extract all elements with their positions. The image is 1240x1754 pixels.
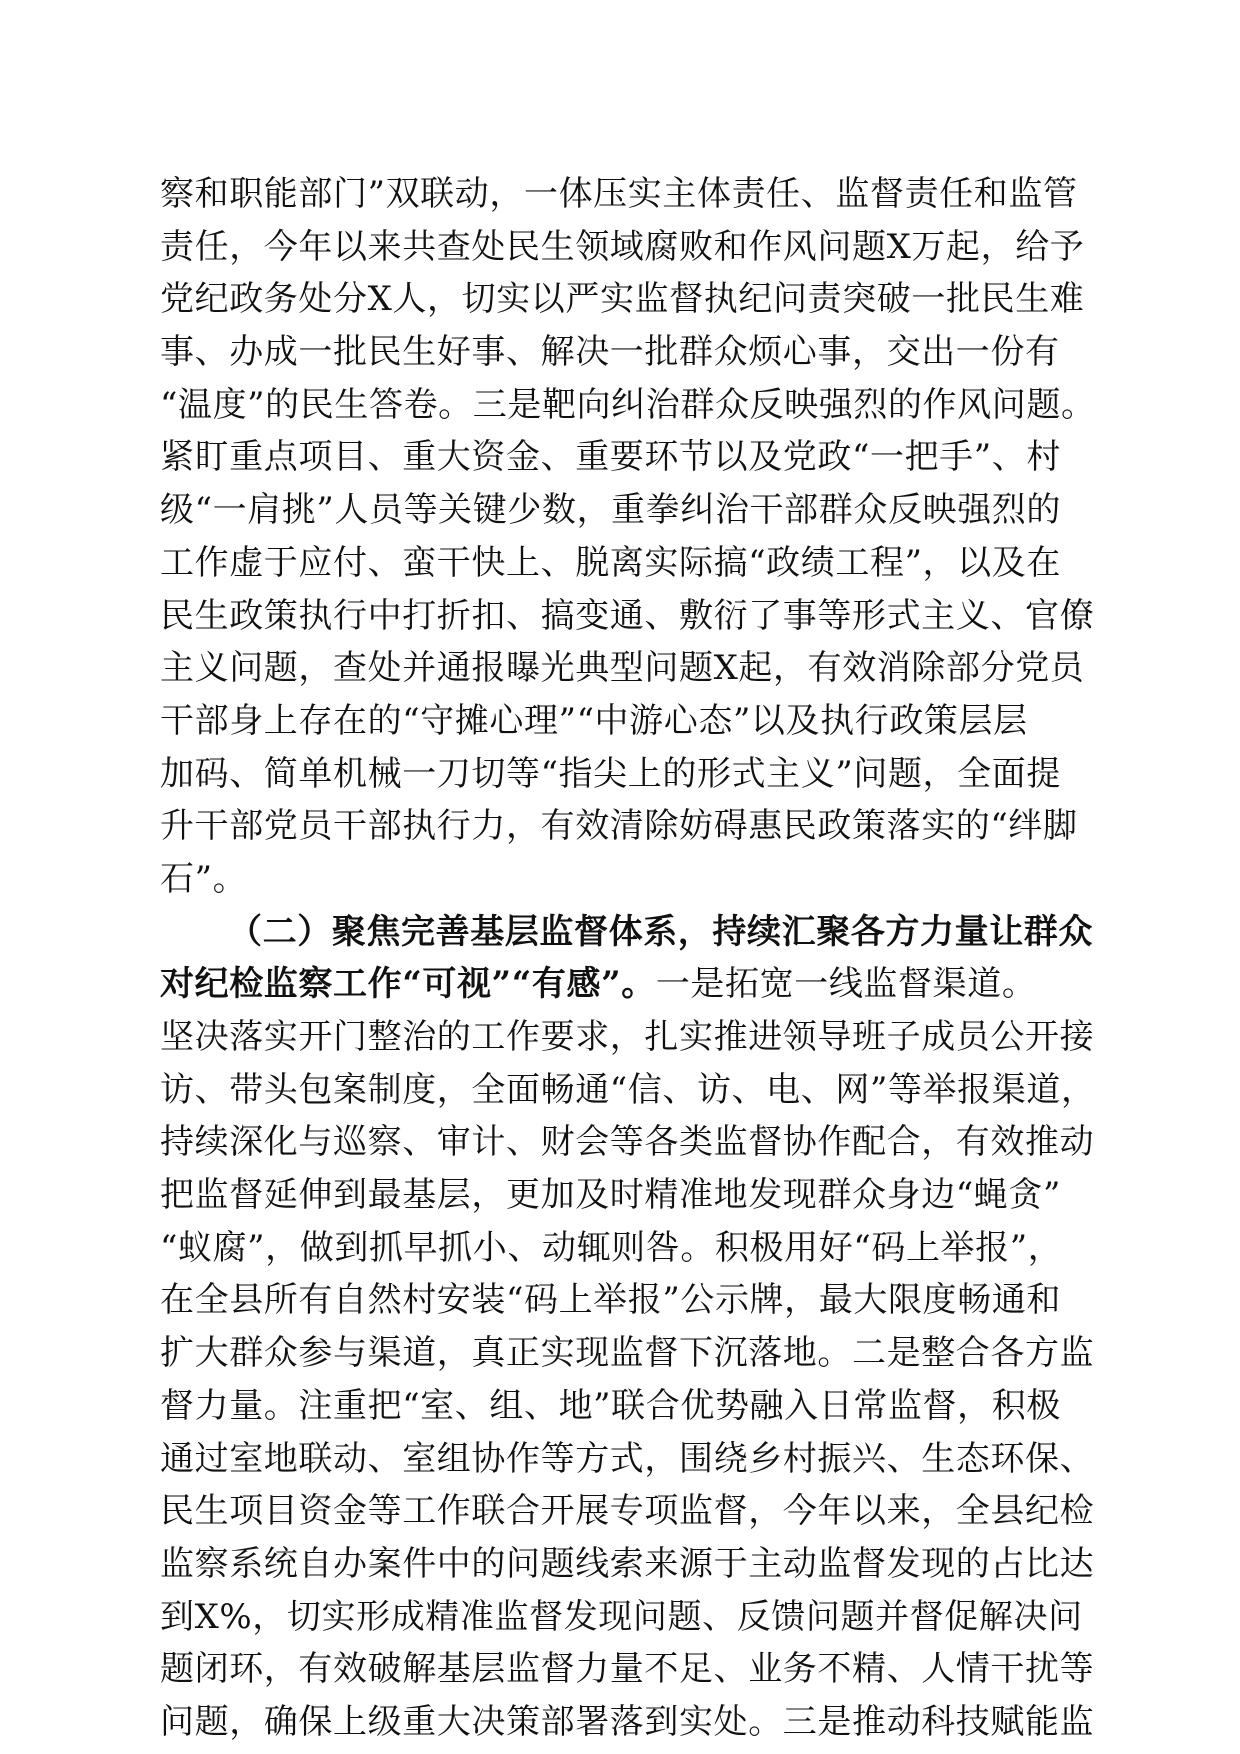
paragraph-line: 扩大群众参与渠道，真正实现监督下沉落地。二是整合各方监 — [160, 1333, 1095, 1374]
paragraph-line: 访、带头包案制度，全面畅通“信、访、电、网”等举报渠道， — [160, 1069, 1096, 1110]
paragraph-text: 一是拓宽一线监督渠道。 — [655, 964, 1037, 1005]
paragraph-line: 民生政策执行中打折扣、搞变通、敷衍了事等形式主义、官僚 — [160, 595, 1095, 636]
section-heading: （二）聚焦完善基层监督体系，持续汇聚各方力量让群众 — [228, 911, 1093, 952]
paragraph-line: 党纪政务处分X人，切实以严实监督执纪问责突破一批民生难 — [160, 279, 1085, 320]
paragraph-line: 石”。 — [160, 858, 248, 899]
paragraph-line: “温度”的民生答卷。三是靶向纠治群众反映强烈的作风问题。 — [160, 384, 1096, 425]
paragraph-line: 主义问题，查处并通报曝光典型问题X起，有效消除部分党员 — [160, 648, 1085, 689]
paragraph-line: 督力量。注重把“室、组、地”联合优势融入日常监督，积极 — [160, 1385, 1061, 1426]
paragraph-line: 问题，确保上级重大决策部署落到实处。三是推动科技赋能监 — [160, 1701, 1095, 1742]
paragraph-line: 把监督延伸到最基层，更加及时精准地发现群众身边“蝇贪” — [160, 1175, 1061, 1216]
paragraph-line: “蚁腐”，做到抓早抓小、动辄则咎。积极用好“码上举报”， — [160, 1227, 1063, 1268]
paragraph-line: 坚决落实开门整治的工作要求，扎实推进领导班子成员公开接 — [160, 1017, 1095, 1057]
paragraph-line: 紧盯重点项目、重大资金、重要环节以及党政“一把手”、村 — [160, 437, 1061, 478]
section-heading-tail: 对纪检监察工作“可视”“有感”。 — [160, 964, 656, 1005]
document-page — [160, 168, 1096, 1749]
paragraph-line: 察和职能部门”双联动，一体压实主体责任、监督责任和监管 — [160, 174, 1078, 214]
paragraph-line: 加码、简单机械一刀切等“指尖上的形式主义”问题，全面提 — [160, 753, 1061, 794]
paragraph-line: 在全县所有自然村安装“码上举报”公示牌，最大限度畅通和 — [160, 1280, 1061, 1321]
paragraph-line: 题闭环，有效破解基层监督力量不足、业务不精、人情干扰等 — [160, 1649, 1095, 1690]
paragraph-line: 责任，今年以来共查处民生领域腐败和作风问题X万起，给予 — [160, 226, 1085, 267]
paragraph-line: 民生项目资金等工作联合开展专项监督，今年以来，全县纪检 — [160, 1491, 1095, 1532]
paragraph-line: 事、办成一批民生好事、解决一批群众烦心事，交出一份有 — [160, 332, 1060, 373]
section-heading-continued — [160, 958, 1085, 1011]
paragraph-line: 工作虚于应付、蛮干快上、脱离实际搞“政绩工程”，以及在 — [160, 542, 1061, 583]
paragraph-line: 持续深化与巡察、审计、财会等各类监督协作配合，有效推动 — [160, 1122, 1095, 1163]
paragraph-line: 监察系统自办案件中的问题线索来源于主动监督发现的占比达 — [160, 1543, 1095, 1584]
paragraph-line: 升干部党员干部执行力，有效清除妨碍惠民政策落实的“绊脚 — [160, 806, 1078, 847]
paragraph-line: 干部身上存在的“守摊心理”“中游心态”以及执行政策层层 — [160, 700, 1028, 741]
paragraph-line: 级“一肩挑”人员等关键少数，重拳纠治干部群众反映强烈的 — [160, 490, 1061, 531]
paragraph-line: 到X%，切实形成精准监督发现问题、反馈问题并督促解决问 — [160, 1596, 1083, 1637]
paragraph-line: 通过室地联动、室组协作等方式，围绕乡村振兴、生态环保、 — [160, 1438, 1095, 1479]
